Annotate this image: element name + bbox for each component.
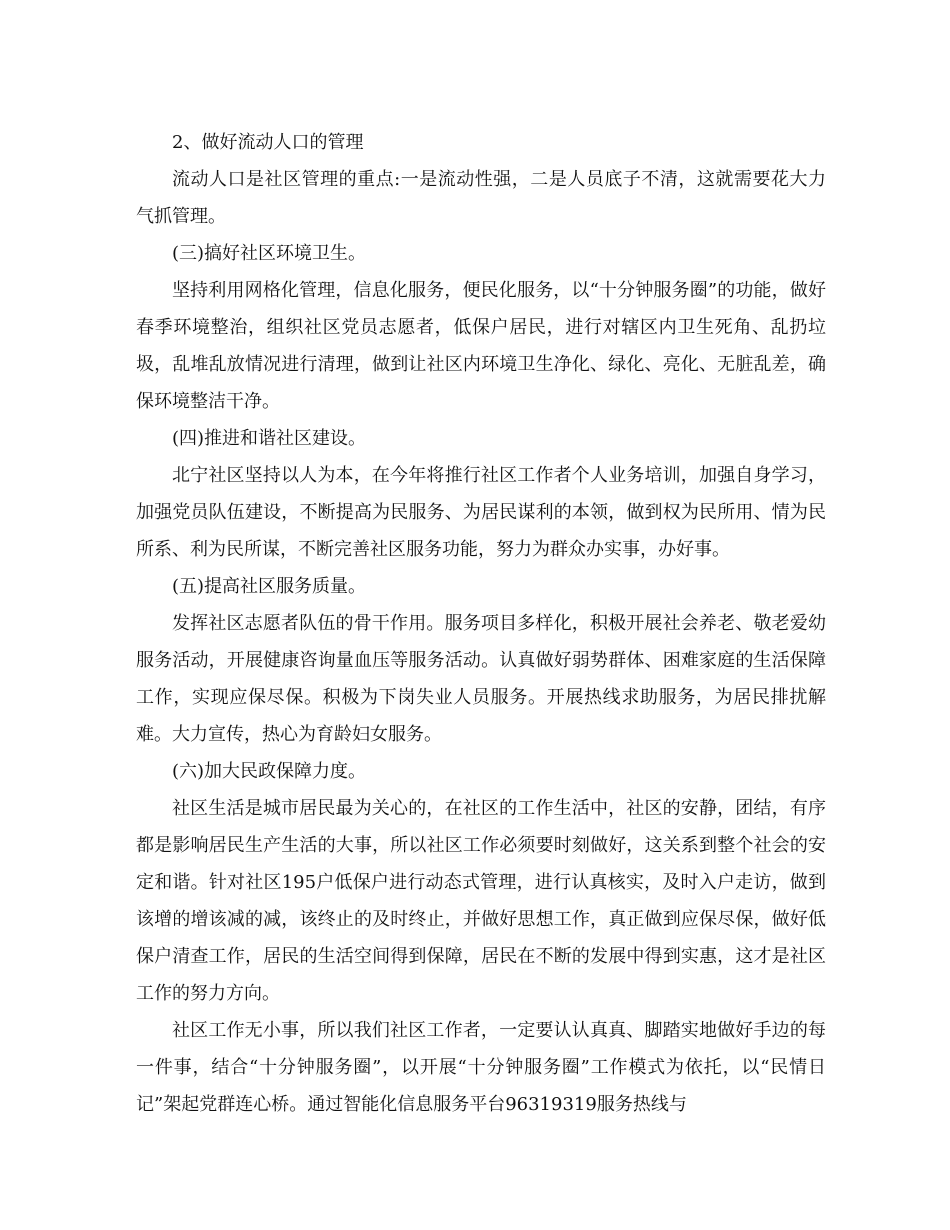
paragraph-service-quality: 发挥社区志愿者队伍的骨干作用。服务项目多样化，积极开展社会养老、敬老爱幼服务活动，开展健康咨询量血压等服务活动。认真做好弱势群体、困难家庭的生活保障工作，实现应保尽保。积极为下岗失业人员服务。开展热线求助服务，为居民排扰解难。大力宣传，热心为育龄妇女服务。: [136, 613, 826, 745]
paragraph-environment: 坚持利用网格化管理，信息化服务，便民化服务，以“十分钟服务圈”的功能，做好春季环境整治，组织社区党员志愿者，低保户居民，进行对辖区内卫生死角、乱扔垃圾，乱堆乱放情况进行清理，做到让社区内环境卫生净化、绿化、亮化、无脏乱差，确保环境整洁干净。: [136, 280, 826, 412]
document-body: [136, 124, 826, 1123]
paragraph-civil-affairs: 社区生活是城市居民最为关心的，在社区的工作生活中，社区的安静，团结，有序都是影响居民生产生活的大事，所以社区工作必须要时刻做好，这关系到整个社会的安定和谐。针对社区195户低保户进行动态式管理，进行认真核实，及时入户走访，做到该增的增该减的减，该终止的及时终止，并做好思想工作，真正做到应保尽保，做好低保户清查工作，居民的生活空间得到保障，居民在不断的发展中得到实惠，这才是社区工作的努力方向。: [136, 798, 826, 1004]
section-heading-service-quality: (五)提高社区服务质量。: [172, 576, 367, 597]
section-heading-floating-population: 2、做好流动人口的管理: [172, 132, 364, 153]
paragraph-community-work: 社区工作无小事，所以我们社区工作者，一定要认认真真、脚踏实地做好手边的每一件事，结合“十分钟服务圈”，以开展“十分钟服务圈”工作模式为依托，以“民情日记”架起党群连心桥。通过智能化信息服务平台96319319服务热线与: [136, 1020, 826, 1115]
paragraph-harmonious-community: 北宁社区坚持以人为本，在今年将推行社区工作者个人业务培训，加强自身学习，加强党员队伍建设，不断提高为民服务、为居民谋利的本领，做到权为民所用、情为民所系、利为民所谋，不断完善社区服务功能，努力为群众办实事，办好事。: [136, 465, 826, 560]
section-heading-environment: (三)搞好社区环境卫生。: [172, 243, 367, 264]
section-heading-civil-affairs: (六)加大民政保障力度。: [172, 761, 367, 782]
paragraph-floating-population: 流动人口是社区管理的重点:一是流动性强，二是人员底子不清，这就需要花大力气抓管理。: [136, 169, 826, 227]
section-heading-harmonious-community: (四)推进和谐社区建设。: [172, 428, 367, 449]
